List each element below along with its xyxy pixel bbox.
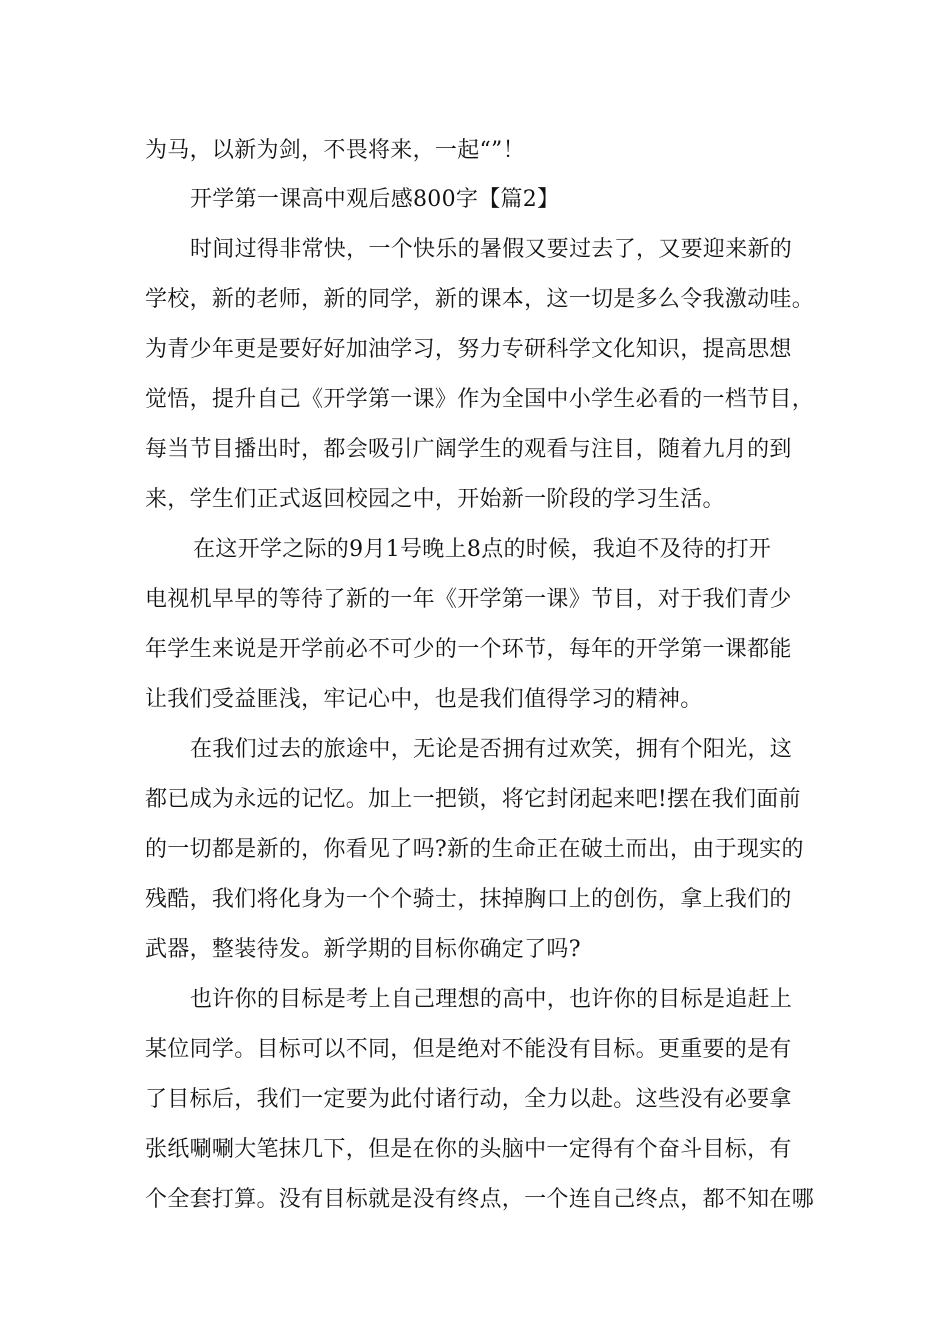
text-line: 电视机早早的等待了新的一年《开学第一课》节目，对于我们青少 bbox=[145, 587, 792, 612]
text-line: 个全套打算。没有目标就是没有终点，一个连自己终点，都不知在哪 bbox=[145, 1187, 815, 1212]
text-line: 时间过得非常快，一个快乐的暑假又要过去了，又要迎来新的 bbox=[190, 237, 793, 262]
text-line: 也许你的目标是考上自己理想的高中，也许你的目标是追赶上 bbox=[190, 987, 793, 1012]
section-heading: 开学第一课高中观后感800字【篇2】 bbox=[190, 187, 560, 212]
text-line: 在这开学之际的9月1号晚上8点的时候，我迫不及待的打开 bbox=[193, 537, 772, 562]
text-line: 觉悟，提升自己《开学第一课》作为全国中小学生必看的一档节目， bbox=[145, 387, 815, 412]
text-line: 残酷，我们将化身为一个个骑士，抹掉胸口上的创伤，拿上我们的 bbox=[145, 887, 792, 912]
text-line: 学校，新的老师，新的同学，新的课本，这一切是多么令我激动哇。 bbox=[145, 287, 815, 312]
text-line: 的一切都是新的，你看见了吗?新的生命正在破土而出，由于现实的 bbox=[145, 837, 804, 862]
text-line: 来，学生们正式返回校园之中，开始新一阶段的学习生活。 bbox=[145, 487, 725, 512]
text-line: 都已成为永远的记忆。加上一把锁，将它封闭起来吧!摆在我们面前 bbox=[145, 787, 801, 812]
text-line: 年学生来说是开学前必不可少的一个环节，每年的开学第一课都能 bbox=[145, 637, 792, 662]
text-line: 某位同学。目标可以不同，但是绝对不能没有目标。更重要的是有 bbox=[145, 1037, 792, 1062]
text-line: 为马，以新为剑，不畏将来，一起“”！ bbox=[145, 138, 525, 163]
text-line: 了目标后，我们一定要为此付诸行动，全力以赴。这些没有必要拿 bbox=[145, 1087, 792, 1112]
text-line: 每当节目播出时，都会吸引广阔学生的观看与注目，随着九月的到 bbox=[145, 437, 792, 462]
text-line: 张纸唰唰大笔抹几下，但是在你的头脑中一定得有个奋斗目标，有 bbox=[145, 1137, 792, 1162]
text-line: 让我们受益匪浅，牢记心中，也是我们值得学习的精神。 bbox=[145, 687, 703, 712]
text-line: 在我们过去的旅途中，无论是否拥有过欢笑，拥有个阳光，这 bbox=[190, 737, 793, 762]
text-line: 为青少年更是要好好加油学习，努力专研科学文化知识，提高思想 bbox=[145, 337, 792, 362]
text-line: 武器，整装待发。新学期的目标你确定了吗? bbox=[145, 937, 581, 962]
